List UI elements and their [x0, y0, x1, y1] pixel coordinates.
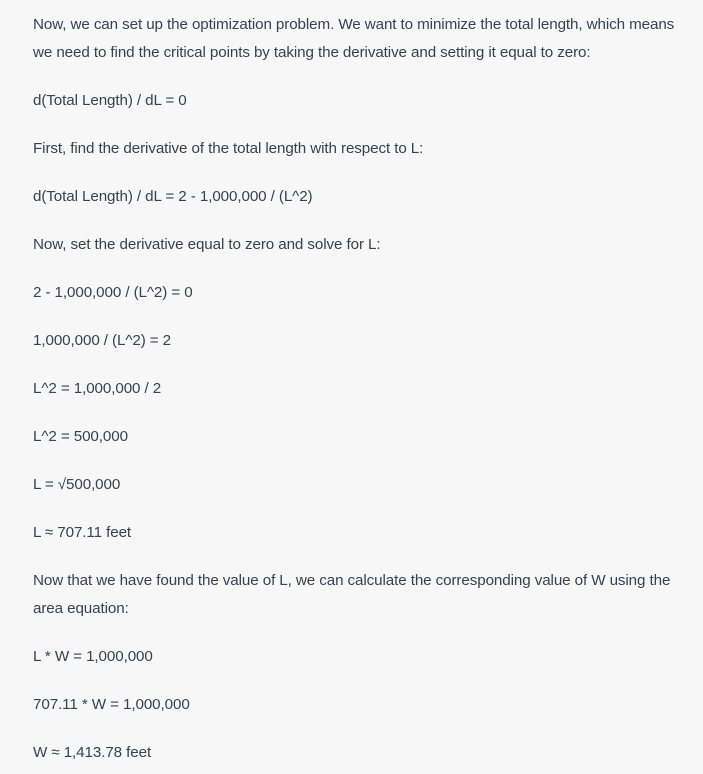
equation-result-l: L ≈ 707.11 feet: [33, 524, 132, 541]
equation-area: L * W = 1,000,000: [33, 648, 153, 665]
equation-result-w: W ≈ 1,413.78 feet: [33, 744, 152, 761]
equation-step-1: 2 - 1,000,000 / (L^2) = 0: [33, 284, 193, 301]
paragraph-calculate-w: Now that we have found the value of L, we can calculate the corresponding value of W using the area equation:: [33, 572, 671, 617]
equation-derivative: d(Total Length) / dL = 2 - 1,000,000 / (L^2): [33, 188, 313, 205]
paragraph-set-zero: Now, set the derivative equal to zero and solve for L:: [33, 236, 381, 253]
equation-derivative-zero: d(Total Length) / dL = 0: [33, 92, 187, 109]
equation-step-5: L = √500,000: [33, 476, 121, 493]
equation-step-3: L^2 = 1,000,000 / 2: [33, 380, 162, 397]
paragraph-find-derivative: First, find the derivative of the total length with respect to L:: [33, 140, 424, 157]
equation-area-substituted: 707.11 * W = 1,000,000: [33, 696, 190, 713]
paragraph-intro: Now, we can set up the optimization problem. We want to minimize the total length, which means we need to find the critical points by taking the derivative and setting it equal to zero:: [33, 16, 675, 61]
equation-step-2: 1,000,000 / (L^2) = 2: [33, 332, 172, 349]
equation-step-4: L^2 = 500,000: [33, 428, 128, 445]
